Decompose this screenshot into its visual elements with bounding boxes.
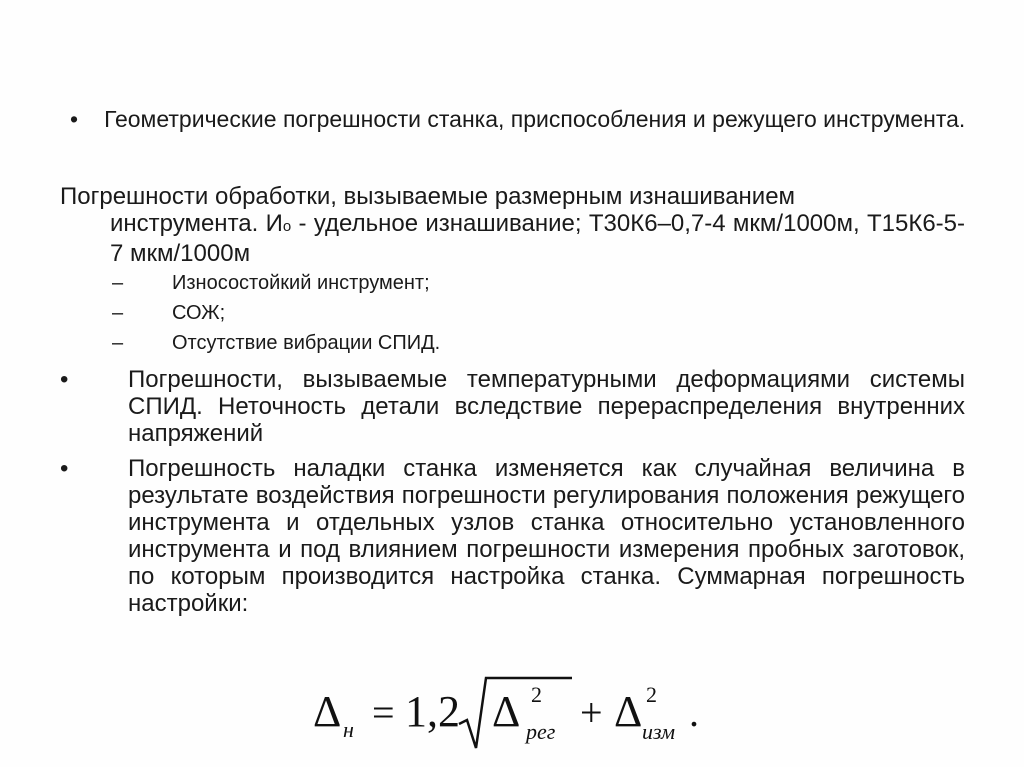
dash-marker: – — [112, 332, 124, 354]
dash-marker: – — [112, 302, 124, 324]
list-item-text: Износостойкий инструмент; — [172, 272, 430, 294]
paragraph-line-1: Погрешности обработки, вызываемые размерным изнашиванием — [60, 183, 796, 210]
formula-delta-izm: Δ — [614, 687, 643, 736]
formula-delta-reg: Δ — [492, 687, 521, 736]
formula-sub-izm: изм — [642, 719, 676, 744]
formula-exp-2: 2 — [646, 682, 657, 707]
formula-coef: 1,2 — [405, 687, 460, 736]
paragraph-line-2 — [60, 210, 965, 267]
paragraph-text-main: инструмента. И — [110, 210, 283, 237]
formula-dot: . — [689, 690, 699, 735]
formula-plus: + — [580, 690, 603, 735]
dash-list — [112, 268, 712, 358]
paragraph-text-rest: - удельное изнашивание; Т30К6–0,7-4 мкм/1000м, Т15К6-5-7 мкм/1000м — [110, 210, 965, 267]
bullet-marker: • — [60, 366, 69, 393]
bullet-item-setup-errors — [60, 455, 965, 617]
list-item-text: СОЖ; — [172, 302, 226, 324]
list-item — [112, 268, 712, 298]
list-item — [112, 298, 712, 328]
subscript-o: о — [282, 218, 292, 235]
bullet-text: Погрешности, вызываемые температурными деформациями системы СПИД. Неточность детали вследствие перераспределения внутренних напряжений — [128, 366, 965, 447]
formula-exp-1: 2 — [531, 682, 542, 707]
list-item-text: Отсутствие вибрации СПИД. — [172, 332, 441, 354]
setup-error-formula — [0, 668, 1024, 767]
bullet-marker: • — [60, 455, 69, 482]
formula-equals: = — [372, 690, 395, 735]
formula-sub-n: н — [343, 717, 354, 742]
paragraph-wear-errors — [60, 183, 965, 267]
bullet-item-thermal-errors — [60, 366, 965, 447]
bullet-marker: • — [70, 106, 79, 132]
bullet-text: Геометрические погрешности станка, приспособления и режущего инструмента. — [104, 106, 966, 132]
list-item — [112, 328, 712, 358]
bullet-text: Погрешность наладки станка изменяется как случайная величина в результате воздействия погрешности регулирования положения режущего инструмента и отдельных узлов станка относительно установленного инструмента и под влиянием погрешности измерения пробных заготовок, по которым производится настройка станка. Суммарная погрешность настройки: — [128, 455, 965, 617]
formula-sub-reg: рег — [526, 719, 556, 744]
bullet-item-geometric-errors — [70, 102, 974, 136]
dash-marker: – — [112, 272, 124, 294]
formula-delta: Δ — [313, 687, 342, 736]
